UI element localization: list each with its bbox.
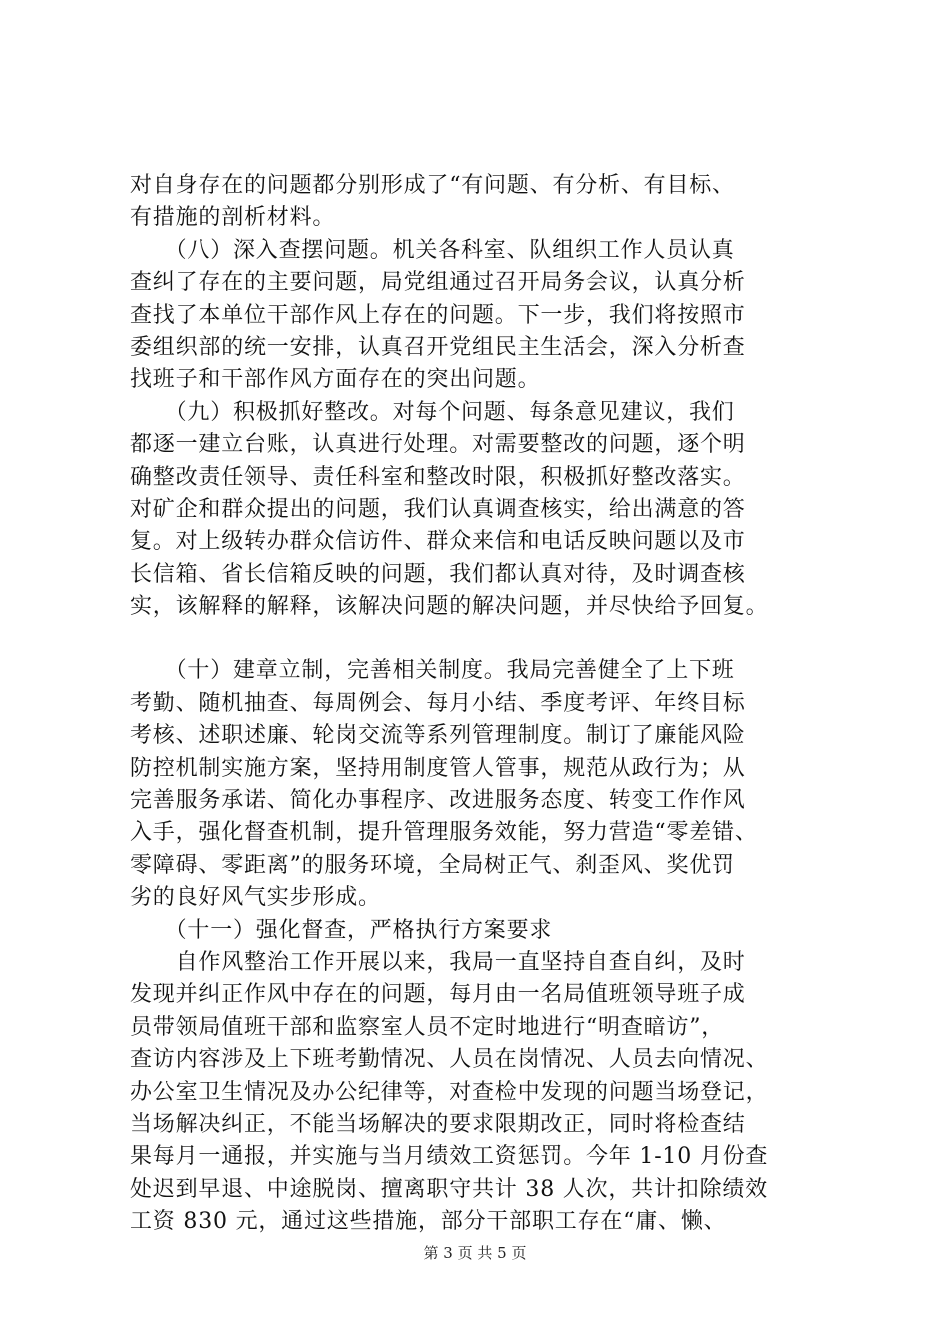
text-line: 对自身存在的问题都分别形成了“有问题、有分析、有目标、 [130, 173, 735, 198]
text-line: （十）建章立制，完善相关制度。我局完善健全了上下班 [130, 658, 735, 684]
text-line: 劣的良好风气实步形成。 [130, 885, 381, 911]
text-line: （十一）强化督查，严格执行方案要求 [130, 917, 553, 943]
text-line: 查找了本单位干部作风上存在的问题。下一步，我们将按照市 [130, 302, 746, 328]
text-line: 都逐一建立台账，认真进行处理。对需要整改的问题，逐个明 [130, 432, 746, 458]
text-line: 零障碍、零距离”的服务环境，全局树正气、刹歪风、奖优罚 [130, 852, 735, 878]
text-line: 确整改责任领导、责任科室和整改时限，积极抓好整改落实。 [130, 464, 746, 490]
document-body [130, 170, 860, 1239]
text-line: 考核、述职述廉、轮岗交流等系列管理制度。制订了廉能风险 [130, 723, 746, 749]
text-line: 查访内容涉及上下班考勤情况、人员在岗情况、人员去向情况、 [130, 1047, 769, 1073]
text-line: 有措施的剖析材料。 [130, 205, 336, 231]
text-line: 果每月一通报，并实施与当月绩效工资惩罚。今年 1-10 月份查 [130, 1144, 769, 1170]
text-line: 长信箱、省长信箱反映的问题，我们都认真对待，及时调查核 [130, 561, 746, 587]
text-line: 自作风整治工作开展以来，我局一直坚持自查自纠，及时 [130, 949, 746, 975]
text-line: 办公室卫生情况及办公纪律等，对查检中发现的问题当场登记， [130, 1079, 769, 1105]
text-line: 复。对上级转办群众信访件、群众来信和电话反映问题以及市 [130, 529, 746, 555]
text-line: 工资 830 元，通过这些措施，部分干部职工存在“庸、懒、 [130, 1209, 727, 1235]
paragraph-gap [130, 623, 860, 655]
text-line: 当场解决纠正，不能当场解决的要求限期改正，同时将检查结 [130, 1111, 746, 1137]
text-line: 处迟到早退、中途脱岗、擅离职守共计 38 人次，共计扣除绩效 [130, 1176, 768, 1202]
text-line: 对矿企和群众提出的问题，我们认真调查核实，给出满意的答 [130, 496, 746, 522]
text-line: 实，该解释的解释，该解决问题的解决问题，并尽快给予回复。 [130, 594, 769, 620]
text-line: 委组织部的统一安排，认真召开党组民主生活会，深入分析查 [130, 334, 746, 360]
text-line: 防控机制实施方案，坚持用制度管人管事，规范从政行为；从 [130, 755, 746, 781]
text-line: 完善服务承诺、简化办事程序、改进服务态度、转变工作作风 [130, 788, 746, 814]
text-line: 考勤、随机抽查、每周例会、每月小结、季度考评、年终目标 [130, 690, 746, 716]
text-line: 入手，强化督查机制，提升管理服务效能，努力营造“零差错、 [130, 820, 758, 846]
text-line: 查纠了存在的主要问题，局党组通过召开局务会议，认真分析 [130, 270, 746, 296]
text-line: 发现并纠正作风中存在的问题，每月由一名局值班领导班子成 [130, 982, 746, 1008]
text-line: 员带领局值班干部和监察室人员不定时地进行“明查暗访”， [130, 1014, 725, 1040]
text-line: （九）积极抓好整改。对每个问题、每条意见建议，我们 [130, 399, 735, 425]
text-line: （八）深入查摆问题。机关各科室、队组织工作人员认真 [130, 237, 735, 263]
page-number-footer: 第 3 页 共 5 页 [423, 1244, 527, 1262]
text-line: 找班子和干部作风方面存在的突出问题。 [130, 367, 541, 393]
